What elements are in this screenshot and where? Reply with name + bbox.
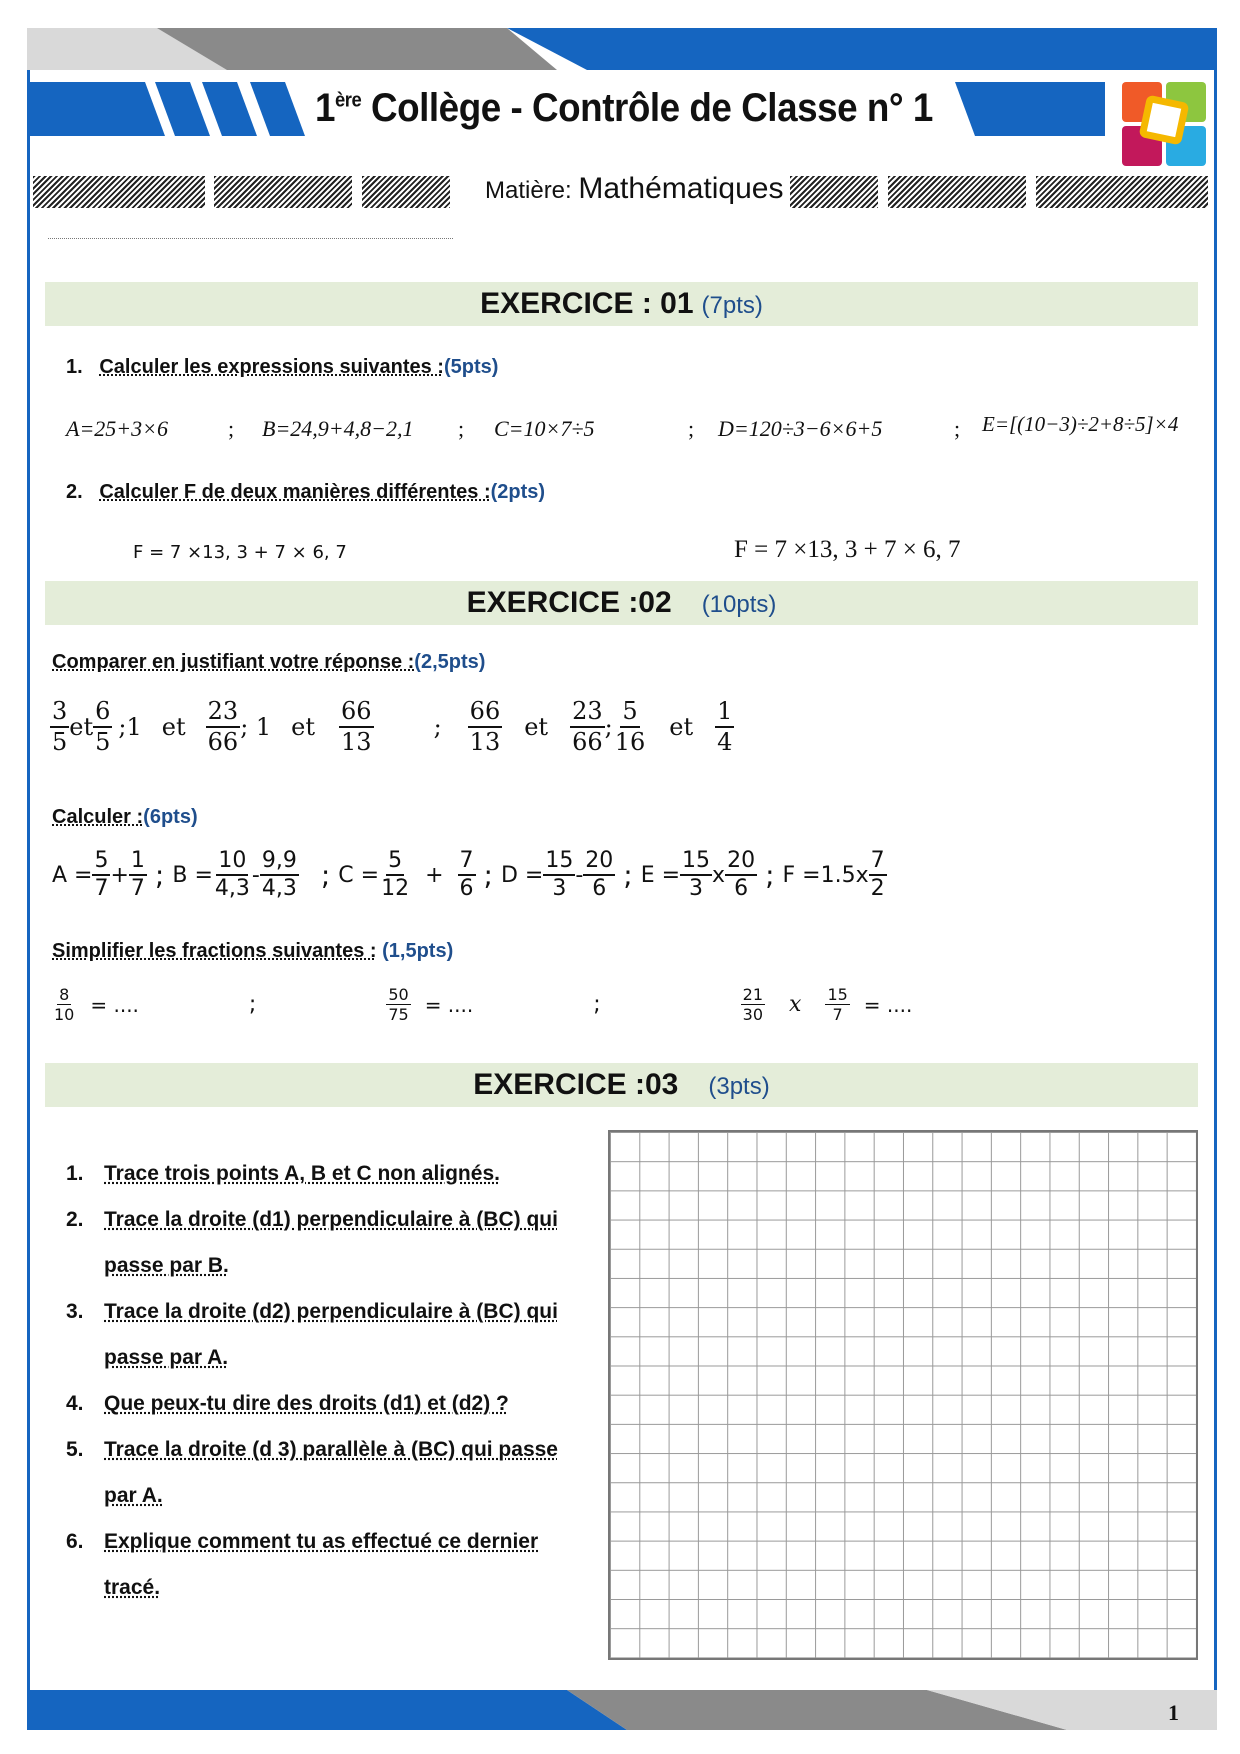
list-item: 6. Explique comment tu as effectué ce dernier tracé.	[66, 1530, 539, 1599]
fraction: $\frac{66}{13}$	[341, 697, 372, 756]
fraction: $\frac{23}{66}$	[207, 697, 239, 756]
hatch-divider	[888, 176, 1026, 208]
hatch-divider	[1036, 176, 1208, 208]
expr-a: A=25+3×6	[66, 416, 168, 441]
hatch-divider	[362, 176, 450, 208]
ex1-question-1: 1. Calculer les expressions suivantes :(5pts)	[66, 356, 499, 378]
ex2-simplify-heading: Simplifier les fractions suivantes : (1,5pts)	[52, 940, 454, 962]
fraction: $\frac{20}{6}$	[585, 848, 614, 902]
compare-row: $\frac{3}{5}$ et $\frac{6}{5}$ ;1 et $\frac{23}{66}$ ; 1 et $\frac{66}{13}$ ; $\frac{66}{13}$ et $\frac{23}{66}$ ; $\frac{5}{16}$ et $\frac{1}{4}$	[52, 697, 733, 756]
expr-f-small: F = 7 ×13, 3 + 7 × 6, 7	[133, 542, 347, 563]
top-banner	[27, 28, 1217, 70]
fraction: $\frac{15}{3}$	[545, 848, 574, 902]
list-item: 2. Trace la droite (d1) perpendiculaire à (BC) qui passe par B.	[66, 1208, 558, 1277]
fraction: $\frac{5}{16}$	[614, 697, 646, 756]
fraction: $\frac{10}{4,3}$	[214, 848, 250, 902]
ex2-compare-heading: Comparer en justifiant votre réponse :(2,5pts)	[52, 651, 486, 673]
list-item: 3. Trace la droite (d2) perpendiculaire à (BC) qui passe par A.	[66, 1300, 558, 1369]
fraction: $\frac{20}{6}$	[727, 848, 756, 902]
list-item: 1. Trace trois points A, B et C non alignés.	[66, 1162, 500, 1185]
fraction: $\frac{15}{7}$	[827, 985, 848, 1025]
expr-d: D=120÷3−6×6+5	[718, 416, 883, 441]
fraction: $\frac{8}{10}$	[54, 985, 75, 1025]
separator: ;	[458, 416, 465, 441]
fraction: $\frac{66}{13}$	[469, 697, 501, 756]
hatch-divider	[33, 176, 205, 208]
drawing-grid[interactable]	[608, 1130, 1198, 1660]
list-item: 4. Que peux-tu dire des droits (d1) et (d2) ?	[66, 1392, 509, 1415]
fraction: $\frac{1}{4}$	[717, 697, 733, 756]
expr-b: B=24,9+4,8−2,1	[262, 416, 414, 441]
fraction: $\frac{50}{75}$	[388, 985, 409, 1025]
separator: ;	[688, 416, 695, 441]
expr-f-large: F = 7 ×13, 3 + 7 × 6, 7	[734, 536, 961, 563]
fraction: $\frac{23}{66}$	[572, 697, 603, 756]
expr-e: E=[(10−3)÷2+8÷5]×4	[982, 412, 1179, 436]
exercise-2-header: EXERCICE :02 (10pts)	[45, 581, 1198, 625]
ex1-question-2: 2. Calculer F de deux manières différentes :(2pts)	[66, 481, 546, 503]
exercise-3-header: EXERCICE :03 (3pts)	[45, 1063, 1198, 1107]
ex2-calc-heading: Calculer :(6pts)	[52, 806, 198, 828]
exercise-1-header: EXERCICE : 01 (7pts)	[45, 282, 1198, 326]
simplify-row: $\frac{8}{10}$ = .... ; $\frac{50}{75}$ = .... ; $\frac{21}{30}$ x $\frac{15}{7}$ = ....	[54, 985, 913, 1025]
fraction: $\frac{7}{6}$	[459, 848, 474, 902]
calc-row: A = $\frac{5}{7}$ + $\frac{1}{7}$ ; B = $\frac{10}{4,3}$ - $\frac{9,9}{4,3}$ ; C = $\frac{5}{12}$ + $\frac{7}{6}$ ; D = $\frac{15}{3}$ - $\frac{20}{6}$ ; E = $\frac{15}{3}$ x $\frac{20}{6}$ ; F =1.5x $\frac{7}{2}$	[52, 848, 885, 902]
page-number: 1	[1168, 1700, 1179, 1725]
bottom-banner	[27, 1690, 1217, 1730]
page-title: 1ère Collège - Contrôle de Classe n° 1	[315, 86, 933, 130]
hatch-divider	[214, 176, 352, 208]
fraction: $\frac{6}{5}$	[95, 697, 111, 756]
fraction: $\frac{7}{2}$	[870, 848, 885, 902]
fraction: $\frac{15}{3}$	[682, 848, 711, 902]
fraction: $\frac{5}{7}$	[94, 848, 109, 902]
fraction: $\frac{9,9}{4,3}$	[261, 848, 297, 902]
ex3-instructions	[66, 1151, 586, 1611]
subject-line: Matière: Mathématiques	[485, 172, 784, 205]
fraction: $\frac{1}{7}$	[130, 848, 145, 902]
name-dotted-line	[48, 238, 453, 239]
fraction: $\frac{21}{30}$	[742, 985, 764, 1025]
logo-icon	[1122, 82, 1208, 168]
separator: ;	[228, 416, 235, 441]
list-item: 5. Trace la droite (d 3) parallèle à (BC) qui passe par A.	[66, 1438, 558, 1507]
separator: ;	[954, 416, 961, 441]
expr-c: C=10×7÷5	[494, 416, 595, 441]
fraction: $\frac{5}{12}$	[381, 848, 410, 902]
fraction: $\frac{3}{5}$	[52, 697, 68, 756]
hatch-divider	[790, 176, 878, 208]
